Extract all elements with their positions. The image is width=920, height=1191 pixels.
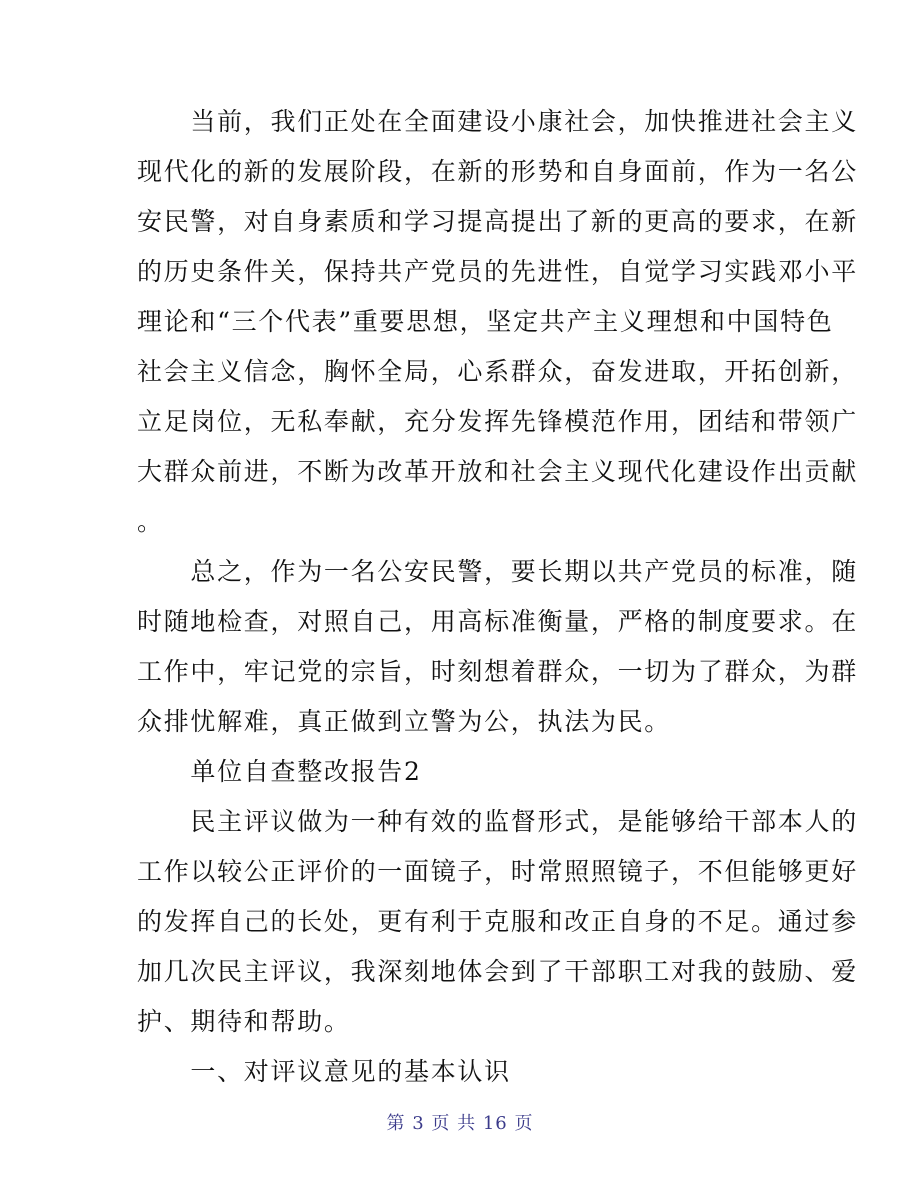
- text-line: 的发挥自己的长处，更有利于克服和改正自身的不足。通过参: [137, 907, 858, 936]
- text-line: 加几次民主评议，我深刻地体会到了干部职工对我的鼓励、爱: [137, 957, 858, 986]
- section-heading: 一、对评议意见的基本认识: [137, 1057, 511, 1086]
- text-line: 民主评议做为一种有效的监督形式，是能够给干部本人的: [137, 807, 858, 836]
- section-title: 单位自查整改报告2: [137, 757, 422, 786]
- page-number-footer: 第 3 页 共 16 页: [386, 1113, 534, 1134]
- text-line: 安民警，对自身素质和学习提高提出了新的更高的要求，在新: [137, 207, 858, 236]
- text-line: 。: [137, 507, 164, 536]
- text-line: 护、期待和帮助。: [137, 1007, 351, 1036]
- text-line: 当前，我们正处在全面建设小康社会，加快推进社会主义: [137, 107, 858, 136]
- text-line: 总之，作为一名公安民警，要长期以共产党员的标准，随: [137, 557, 858, 586]
- text-line: 的历史条件关，保持共产党员的先进性，自觉学习实践邓小平: [137, 257, 858, 286]
- text-line: 社会主义信念，胸怀全局，心系群众，奋发进取，开拓创新，: [137, 357, 858, 386]
- text-line: 理论和“三个代表”重要思想，坚定共产主义理想和中国特色: [137, 307, 834, 336]
- text-line: 工作以较公正评价的一面镜子，时常照照镜子，不但能够更好: [137, 857, 858, 886]
- text-line: 工作中，牢记党的宗旨，时刻想着群众，一切为了群众，为群: [137, 657, 858, 686]
- text-line: 众排忧解难，真正做到立警为公，执法为民。: [137, 707, 672, 736]
- text-line: 时随地检查，对照自己，用高标准衡量，严格的制度要求。在: [137, 607, 858, 636]
- text-line: 现代化的新的发展阶段，在新的形势和自身面前，作为一名公: [137, 157, 858, 186]
- text-line: 立足岗位，无私奉献，充分发挥先锋模范作用，团结和带领广: [137, 407, 858, 436]
- text-line: 大群众前进，不断为改革开放和社会主义现代化建设作出贡献: [137, 457, 858, 486]
